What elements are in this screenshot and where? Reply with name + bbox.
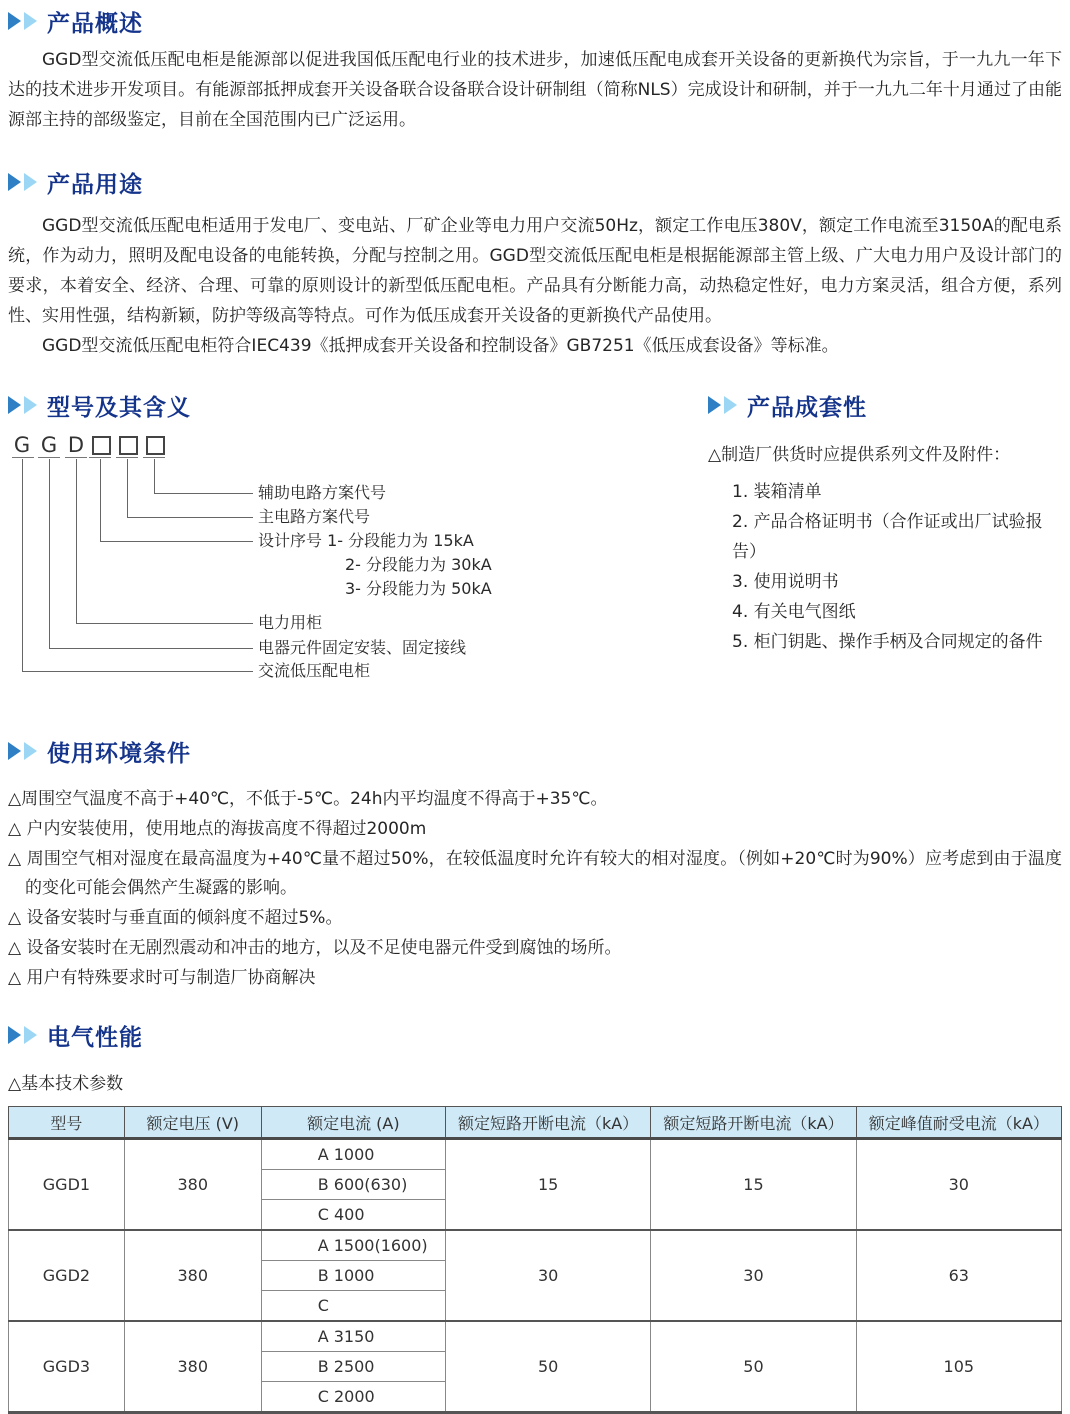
table-row xyxy=(9,1139,1062,1170)
completeness-intro: △制造厂供货时应提供系列文件及附件： xyxy=(708,445,1011,465)
arrow-icon xyxy=(24,1026,37,1044)
peak-current-cell: 63 xyxy=(856,1230,1061,1321)
usage-paragraph-1: GGD型交流低压配电柜适用于发电厂、变电站、厂矿企业等电力用户交流50Hz，额定工作电压380V，额定工作电流至3150A的配电系统，作为动力，照明及配电设备的电能转换，分配与控制之用。GGD型交流低压配电柜是根据能源部主管上级、广大电力用户及设计部门的要求，本着安全、经济、合理、可靠的原则设计的新型低压配电柜。产品具有分断能力高，动热稳定性好，电力方案灵活，组合方便，系列性、实用性强，结构新颖，防护等级高等特点。可作为低压成套开关设备的更新换代产品使用。 xyxy=(8,216,1062,326)
arrow-icon xyxy=(724,396,737,414)
table-row xyxy=(9,1230,1062,1261)
diagram-tick xyxy=(116,457,138,458)
col-header-voltage: 额定电压 (V) xyxy=(124,1107,261,1139)
table-row xyxy=(9,1321,1062,1352)
electrical-title: 电气性能 xyxy=(47,1024,143,1051)
model-cell: GGD3 xyxy=(9,1321,125,1413)
completeness-column xyxy=(708,389,1062,685)
diagram-tick xyxy=(143,457,165,458)
completeness-item: 4. 有关电气图纸 xyxy=(732,602,856,622)
breaking-current-cell-1: 30 xyxy=(445,1230,650,1321)
label-ac-lv-cabinet: 交流低压配电柜 xyxy=(258,661,371,680)
diagram-tick xyxy=(38,457,60,458)
spec-table xyxy=(8,1106,1062,1414)
section-title-electrical xyxy=(8,1019,1062,1051)
current-cell: B 600(630) xyxy=(261,1170,445,1200)
completeness-title: 产品成套性 xyxy=(747,394,867,421)
diagram-tick xyxy=(89,457,111,458)
arrow-icon xyxy=(8,1026,21,1044)
voltage-cell: 380 xyxy=(124,1321,261,1413)
label-power-cabinet: 电力用柜 xyxy=(258,613,323,632)
completeness-item: 5. 柜门钥匙、操作手柄及合同规定的备件 xyxy=(732,632,1043,652)
section-title-environment xyxy=(8,735,1062,767)
section-title-overview xyxy=(8,5,1062,37)
col-header-breaking-1: 额定短路开断电流（kA） xyxy=(445,1107,650,1139)
code-box xyxy=(146,436,165,455)
environment-item: △ 周围空气相对湿度在最高温度为+40℃量不超过50%，在较低温度时允许有较大的相对湿度。（例如+20℃时为90%）应考虑到由于温度的变化可能会偶然产生凝露的影响。 xyxy=(8,849,1062,898)
table-header-row xyxy=(9,1107,1062,1139)
usage-paragraph-2: GGD型交流低压配电柜符合IEC439《抵押成套开关设备和控制设备》GB7251《低压成套设备》等标准。 xyxy=(42,336,839,356)
arrow-icon xyxy=(24,742,37,760)
section-title-usage xyxy=(8,166,1062,198)
breaking-current-cell-2: 15 xyxy=(651,1139,856,1231)
section-title-completeness xyxy=(708,389,1062,421)
completeness-item: 3. 使用说明书 xyxy=(732,572,839,592)
model-title: 型号及其含义 xyxy=(47,394,191,421)
voltage-cell: 380 xyxy=(124,1230,261,1321)
usage-title: 产品用途 xyxy=(47,171,143,198)
label-design-no-2: 2- 分段能力为 30kA xyxy=(345,555,492,574)
arrow-icon xyxy=(24,12,37,30)
current-cell: B 2500 xyxy=(261,1352,445,1382)
environment-item: △ 设备安装时在无剧烈震动和冲击的地方，以及不足使电器元件受到腐蚀的场所。 xyxy=(8,938,622,958)
col-header-breaking-2: 额定短路开断电流（kA） xyxy=(651,1107,856,1139)
completeness-item: 2. 产品合格证明书（合作证或出厂试验报告） xyxy=(732,512,1043,562)
code-letter: D xyxy=(67,433,85,457)
peak-current-cell: 30 xyxy=(856,1139,1061,1231)
arrow-icon xyxy=(24,396,37,414)
code-box xyxy=(92,436,111,455)
current-cell: A 3150 xyxy=(261,1321,445,1352)
diagram-tick xyxy=(12,457,34,458)
col-header-peak: 额定峰值耐受电流（kA） xyxy=(856,1107,1061,1139)
arrow-icon xyxy=(708,396,721,414)
current-cell: B 1000 xyxy=(261,1261,445,1291)
environment-item: △ 设备安装时与垂直面的倾斜度不超过5%。 xyxy=(8,908,343,928)
current-cell: A 1500(1600) xyxy=(261,1230,445,1261)
code-letter: G xyxy=(40,433,58,457)
arrow-icon xyxy=(8,173,21,191)
label-fixed-mount: 电器元件固定安装、固定接线 xyxy=(258,638,467,657)
code-letter: G xyxy=(13,433,31,457)
completeness-item: 1. 装箱清单 xyxy=(732,482,822,502)
code-box xyxy=(119,436,138,455)
col-header-model: 型号 xyxy=(9,1107,125,1139)
label-design-no-3: 3- 分段能力为 50kA xyxy=(345,579,492,598)
label-design-no-1: 设计序号 1- 分段能力为 15kA xyxy=(258,531,474,550)
current-cell: A 1000 xyxy=(261,1139,445,1170)
breaking-current-cell-1: 50 xyxy=(445,1321,650,1413)
overview-title: 产品概述 xyxy=(47,10,143,37)
label-aux-circuit: 辅助电路方案代号 xyxy=(258,483,387,502)
model-cell: GGD2 xyxy=(9,1230,125,1321)
breaking-current-cell-2: 30 xyxy=(651,1230,856,1321)
breaking-current-cell-1: 15 xyxy=(445,1139,650,1231)
label-main-circuit: 主电路方案代号 xyxy=(258,507,371,526)
environment-list xyxy=(8,785,1062,993)
current-cell: C 2000 xyxy=(261,1382,445,1413)
model-code-diagram xyxy=(12,433,692,685)
environment-title: 使用环境条件 xyxy=(47,740,191,767)
environment-item: △周围空气温度不高于+40℃，不低于-5℃。24h内平均温度不得高于+35℃。 xyxy=(8,789,608,809)
diagram-tick xyxy=(65,457,87,458)
peak-current-cell: 105 xyxy=(856,1321,1061,1413)
environment-item: △ 户内安装使用，使用地点的海拔高度不得超过2000m xyxy=(8,819,427,839)
two-column-area xyxy=(8,389,1062,685)
arrow-icon xyxy=(8,12,21,30)
model-cell: GGD1 xyxy=(9,1139,125,1231)
current-cell: C 400 xyxy=(261,1200,445,1231)
col-header-current: 额定电流 (A) xyxy=(261,1107,445,1139)
model-column xyxy=(8,389,708,685)
voltage-cell: 380 xyxy=(124,1139,261,1231)
connector-line xyxy=(22,459,253,672)
breaking-current-cell-2: 50 xyxy=(651,1321,856,1413)
arrow-icon xyxy=(8,396,21,414)
electrical-subtitle: △基本技术参数 xyxy=(8,1074,124,1094)
section-title-model xyxy=(8,389,708,421)
environment-item: △ 用户有特殊要求时可与制造厂协商解决 xyxy=(8,968,316,988)
current-cell: C xyxy=(261,1291,445,1322)
overview-paragraph: GGD型交流低压配电柜是能源部以促进我国低压配电行业的技术进步，加速低压配电成套开关设备的更新换代为宗旨，于一九九一年下达的技术进步开发项目。有能源部抵押成套开关设备联合设备联合设计研制组（简称NLS）完成设计和研制，并于一九九二年十月通过了由能源部主持的部级鉴定，目前在全国范围内已广泛运用。 xyxy=(8,50,1062,130)
arrow-icon xyxy=(8,742,21,760)
arrow-icon xyxy=(24,173,37,191)
